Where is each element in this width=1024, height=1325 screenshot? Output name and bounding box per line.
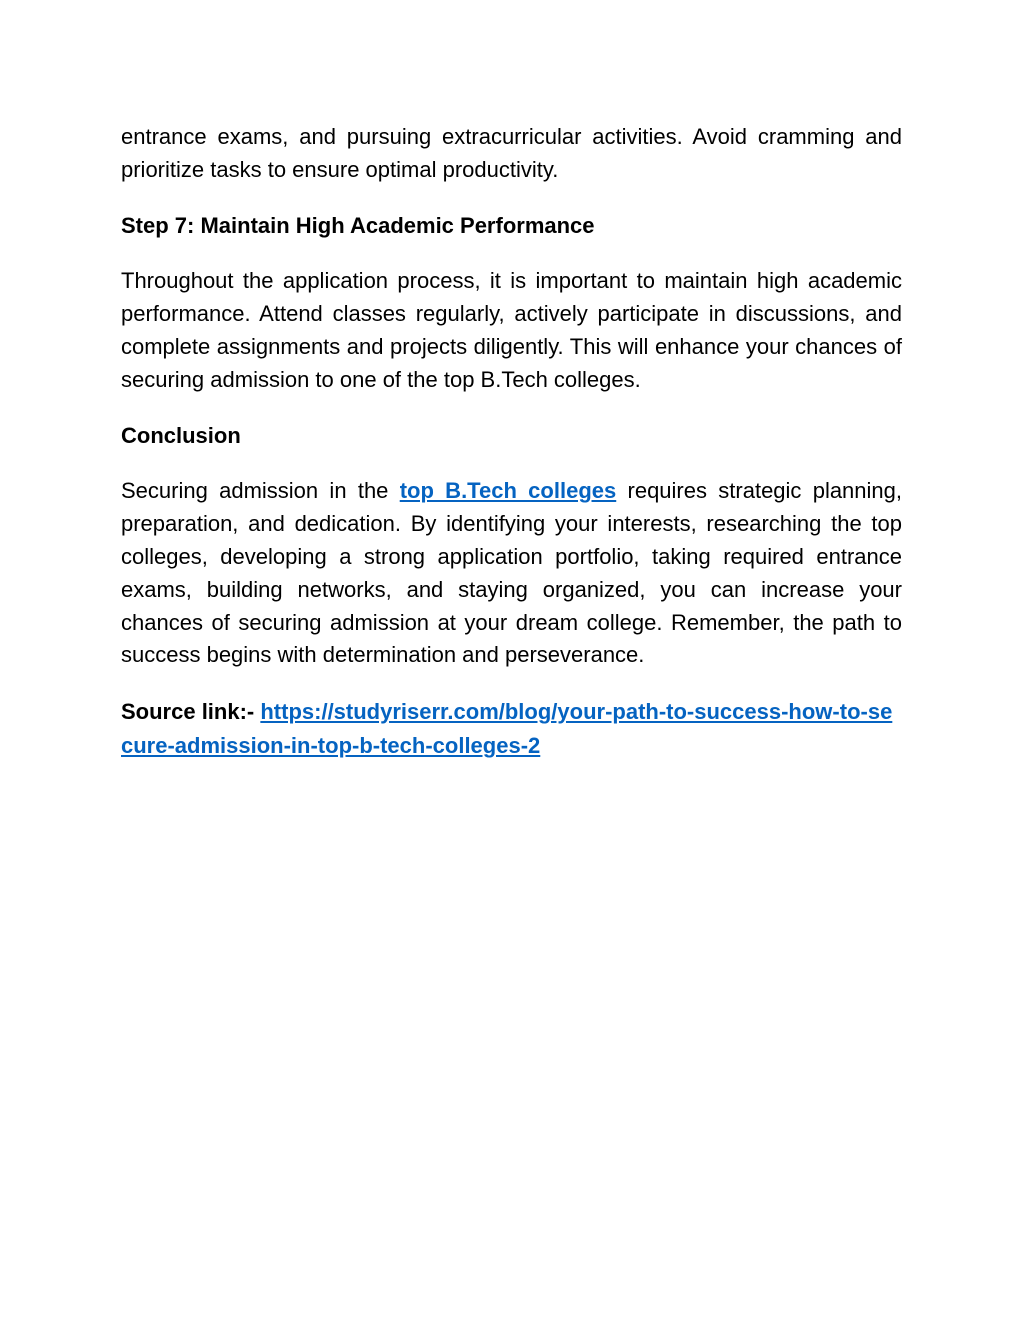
conclusion-paragraph — [121, 475, 902, 672]
source-label: Source link:- — [121, 699, 261, 725]
conclusion-text-before-link: Securing admission in the — [121, 478, 400, 504]
step7-heading: Step 7: Maintain High Academic Performance — [121, 212, 595, 238]
step7-paragraph: Throughout the application process, it is important to maintain high academic performance. Attend classes regularly, actively participate in discussions, and complete assignments and projects diligently. This will enhance your chances of securing admission to one of the top B.Tech colleges. — [121, 268, 902, 392]
document-body — [121, 121, 902, 763]
top-btech-colleges-link[interactable]: top B.Tech colleges — [399, 478, 617, 504]
source-line — [121, 695, 902, 763]
intro-paragraph: entrance exams, and pursuing extracurricular activities. Avoid cramming and prioritize tasks to ensure optimal productivity. — [121, 124, 902, 182]
conclusion-text-after-link: requires strategic planning, preparation, and dedication. By identifying your interests, researching the top colleges, developing a strong application portfolio, taking required entrance exams, building networks, and staying organized, you can increase your chances of securing admission at your dream college. Remember, the path to success begins with determination and perseverance. — [121, 478, 903, 668]
conclusion-heading: Conclusion — [121, 422, 241, 448]
source-url-link[interactable]: https://studyriserr.com/blog/your-path-to-success-how-to-secure-admission-in-top-b-tech-colleges-2 — [121, 699, 893, 759]
